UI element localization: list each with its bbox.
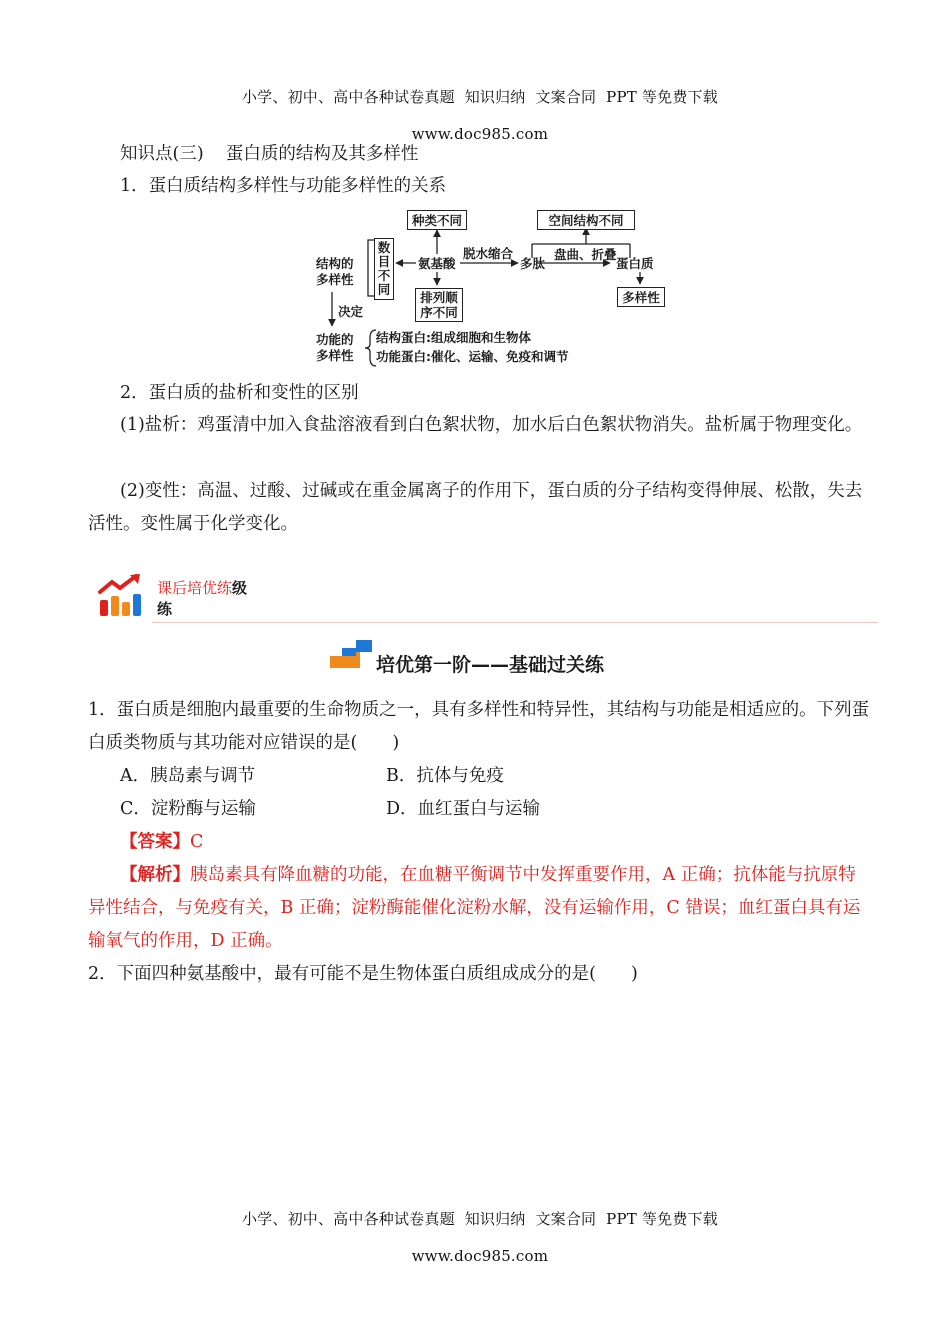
kind-diff-box: 种类不同 [407, 210, 467, 230]
header-text: 小学、初中、高中各种试卷真题 知识归纳 文案合同 PPT 等免费下载 [241, 88, 718, 106]
salting-out-paragraph: (1)盐析：鸡蛋清中加入食盐溶液看到白色絮状物，加水后白色絮状物消失。盐析属于物理变化。 [120, 415, 863, 435]
determine-label: 决定 [338, 304, 364, 319]
protein-label: 蛋白质 [616, 256, 654, 271]
q1-answer [120, 826, 203, 859]
knowledge-item-1: 1．蛋白质结构多样性与功能多样性的关系 [120, 176, 447, 196]
q1-option-b[interactable]: B．抗体与免疫 [386, 766, 504, 786]
stage-title: 培优第一阶——基础过关练 [376, 654, 605, 676]
q1-stem: 1．蛋白质是细胞内最重要的生命物质之一，具有多样性和特异性，其结构与功能是相适应的。下列蛋白质类物质与其功能对应错误的是( ) [88, 700, 870, 753]
q2-stem: 2．下面四种氨基酸中，最有可能不是生物体蛋白质组成成分的是( ) [88, 964, 638, 984]
func-func-protein: 功能蛋白:催化、运输、免疫和调节 [376, 349, 569, 364]
polypeptide-label: 多肽 [520, 256, 546, 271]
q1-answer-value: C [190, 832, 204, 852]
footer-url[interactable]: www.doc985.com [411, 1247, 549, 1265]
knowledge-title: 知识点(三) 蛋白质的结构及其多样性 [120, 144, 419, 164]
section-label [157, 578, 247, 620]
num-diff-box: 数 目 不 同 [374, 238, 394, 300]
knowledge-item-2: 2．蛋白质的盐析和变性的区别 [120, 383, 359, 403]
structure-function-diagram [310, 206, 670, 372]
q1-option-d[interactable]: D．血红蛋白与运输 [386, 799, 541, 819]
space-diff-box: 空间结构不同 [537, 210, 635, 230]
section-label-line2: 练 [157, 600, 173, 618]
q1-analysis-text: 胰岛素具有降血糖的功能，在血糖平衡调节中发挥重要作用，A 正确；抗体能与抗原特异性结合，与免疫有关，B 正确；淀粉酶能催化淀粉水解，没有运输作用，C 错误；血红蛋白具有运输氧气的作用，D 正确。 [88, 865, 861, 951]
diagram-lines [310, 206, 670, 372]
header-url[interactable]: www.doc985.com [411, 125, 549, 143]
denaturation-paragraph: (2)变性：高温、过酸、过碱或在重金属离子的作用下，蛋白质的分子结构变得伸展、松散，失去活性。变性属于化学变化。 [88, 481, 863, 534]
footer-text: 小学、初中、高中各种试卷真题 知识归纳 文案合同 PPT 等免费下载 [241, 1210, 718, 1228]
struct-diversity-label: 结构的 多样性 [316, 256, 354, 287]
diversity-box: 多样性 [617, 287, 665, 307]
q1-analysis [88, 859, 868, 958]
amino-acid-label: 氨基酸 [418, 256, 456, 271]
section-label-red: 课后培优练 [157, 579, 233, 597]
section-label-black: 级 [232, 579, 248, 597]
q1-option-c[interactable]: C．淀粉酶与运输 [120, 799, 256, 819]
q1-option-a[interactable]: A．胰岛素与调节 [120, 766, 256, 786]
growth-chart-icon [98, 574, 144, 618]
q1-answer-label: 【答案】 [120, 832, 190, 852]
page-footer [0, 1190, 950, 1265]
order-diff-box: 排列顺 序不同 [415, 288, 463, 322]
fold-label: 盘曲、折叠 [554, 247, 617, 262]
dehydration-label: 脱水缩合 [463, 246, 514, 261]
page-header [0, 68, 950, 143]
q1-analysis-label: 【解析】 [120, 865, 190, 885]
func-struct-protein: 结构蛋白:组成细胞和生物体 [376, 330, 531, 345]
stairs-icon [330, 640, 374, 670]
section-divider [152, 622, 878, 623]
func-diversity-label: 功能的 多样性 [316, 332, 354, 363]
